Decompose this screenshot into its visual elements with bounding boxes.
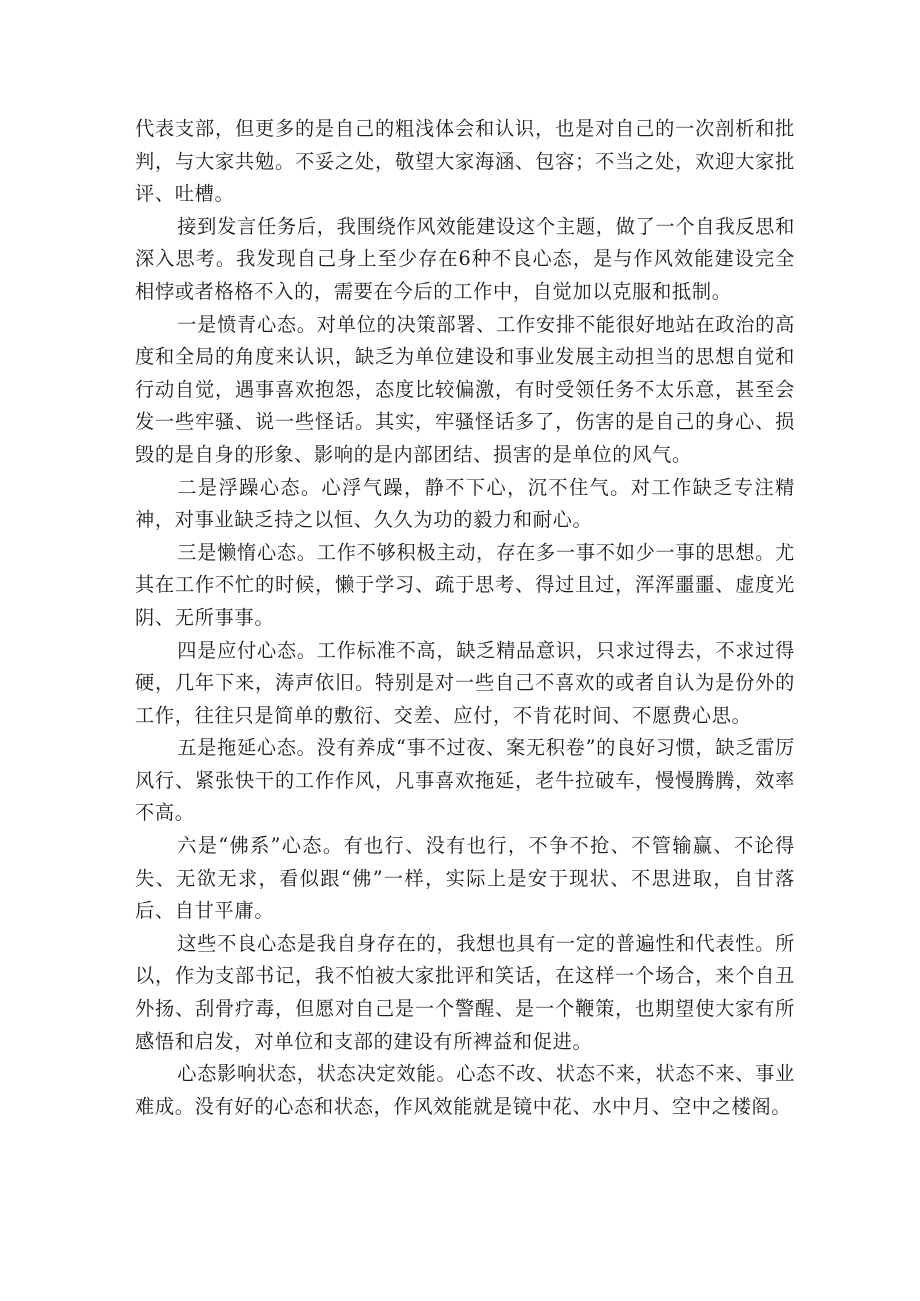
paragraph-item-3: 三是懒惰心态。工作不够积极主动，存在多一事不如少一事的思想。尤其在工作不忙的时候，懒于学习、疏于思考、得过且过，浑浑噩噩、虚度光阴、无所事事。: [135, 540, 795, 629]
paragraph-item-6: 六是“佛系”心态。有也行、没有也行，不争不抢、不管输赢、不论得失、无欲无求，看似跟“佛”一样，实际上是安于现状、不思进取，自甘落后、自甘平庸。: [135, 834, 795, 923]
paragraph-intro: 接到发言任务后，我围绕作风效能建设这个主题，做了一个自我反思和深入思考。我发现自己身上至少存在6种不良心态，是与作风效能建设完全相悖或者格格不入的，需要在今后的工作中，自觉加以克服和抵制。: [135, 214, 795, 303]
paragraph-item-5: 五是拖延心态。没有养成“事不过夜、案无积卷”的良好习惯，缺乏雷厉风行、紧张快干的工作作风，凡事喜欢拖延，老牛拉破车，慢慢腾腾，效率不高。: [135, 736, 795, 825]
paragraph-continuation: 代表支部，但更多的是自己的粗浅体会和认识，也是对自己的一次剖析和批判，与大家共勉。不妥之处，敬望大家海涵、包容；不当之处，欢迎大家批评、吐槽。: [135, 117, 795, 206]
paragraph-item-4: 四是应付心态。工作标准不高，缺乏精品意识，只求过得去，不求过得硬，几年下来，涛声依旧。特别是对一些自己不喜欢的或者自认为是份外的工作，往往只是简单的敷衍、交差、应付，不肯花时间、不愿费心思。: [135, 638, 795, 727]
paragraph-conclusion: 心态影响状态，状态决定效能。心态不改、状态不来，状态不来、事业难成。没有好的心态和状态，作风效能就是镜中花、水中月、空中之楼阁。: [135, 1062, 795, 1118]
document-body: [135, 113, 795, 1123]
paragraph-item-1: 一是愤青心态。对单位的决策部署、工作安排不能很好地站在政治的高度和全局的角度来认识，缺乏为单位建设和事业发展主动担当的思想自觉和行动自觉，遇事喜欢抱怨，态度比较偏激，有时受领任务不太乐意，甚至会发一些牢骚、说一些怪话。其实，牢骚怪话多了，伤害的是自己的身心、损毁的是自身的形象、影响的是内部团结、损害的是单位的风气。: [135, 312, 795, 466]
paragraph-item-2: 二是浮躁心态。心浮气躁，静不下心，沉不住气。对工作缺乏专注精神，对事业缺乏持之以恒、久久为功的毅力和耐心。: [135, 475, 795, 532]
paragraph-reflection: 这些不良心态是我自身存在的，我想也具有一定的普遍性和代表性。所以，作为支部书记，我不怕被大家批评和笑话，在这样一个场合，来个自丑外扬、刮骨疗毒，但愿对自己是一个警醒、是一个鞭策，也期望使大家有所感悟和启发，对单位和支部的建设有所裨益和促进。: [135, 931, 795, 1053]
